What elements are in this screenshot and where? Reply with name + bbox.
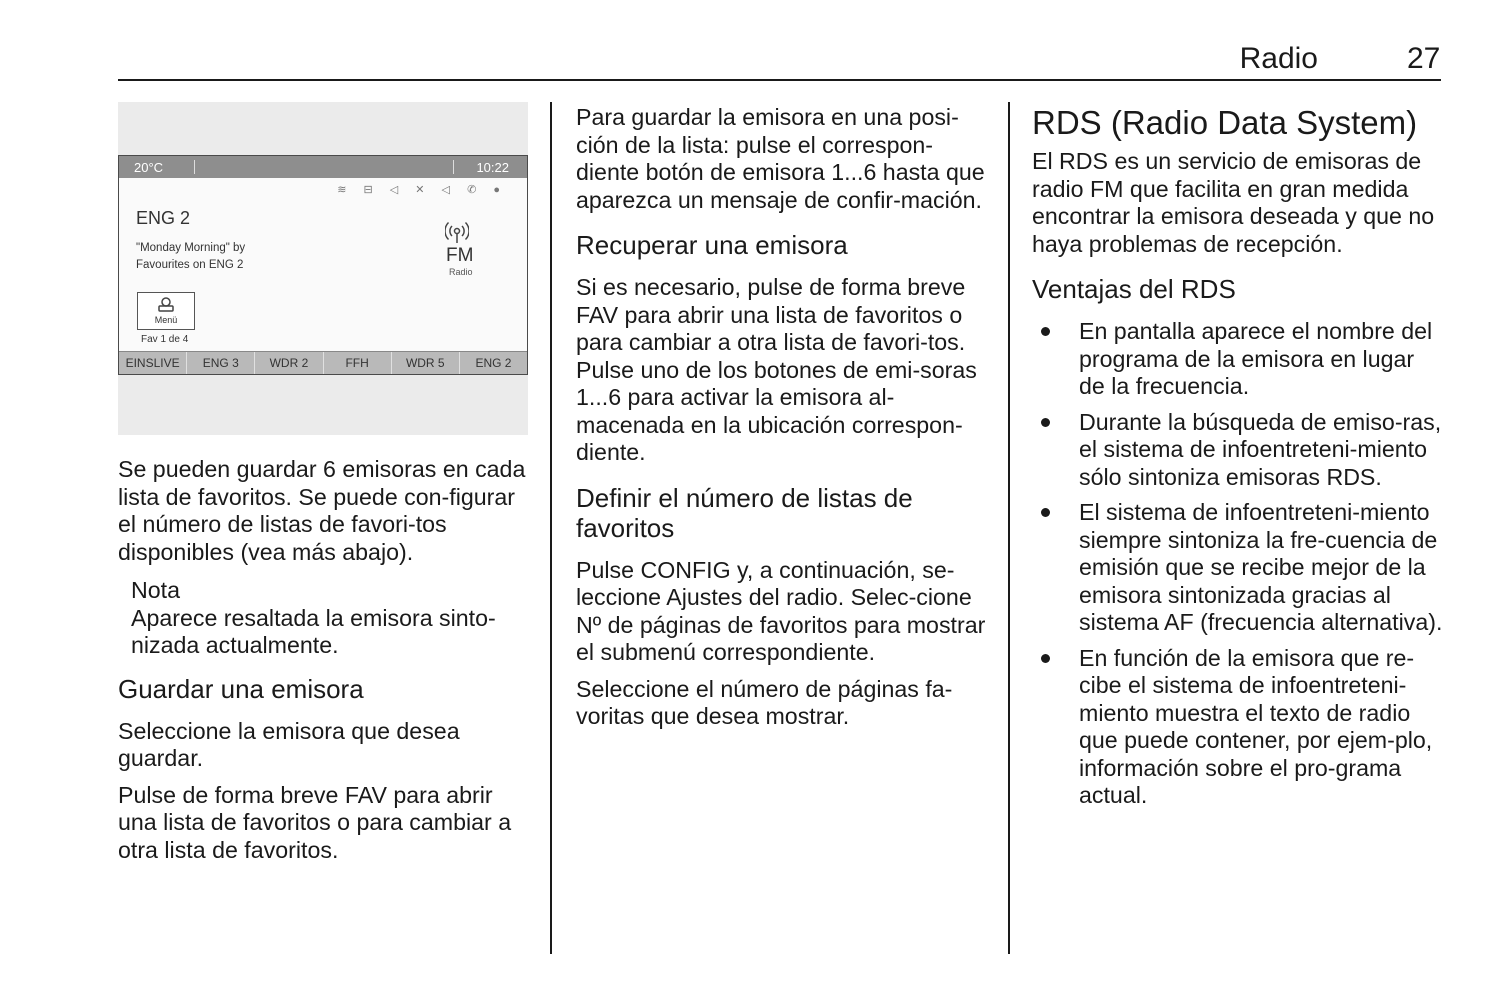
paragraph: Si es necesario, pulse de forma breve FAV para abrir una lista de favoritos o para cambiar a otra lista de favori-tos. Pulse uno de los botones de emi-soras 1...6 para activar la emisora al-macenada en la ubicación correspon-diente. — [576, 274, 977, 465]
bullet-icon — [1041, 418, 1050, 427]
status-separator — [453, 160, 454, 174]
heading-rds-advantages: Ventajas del RDS — [1032, 274, 1236, 304]
column-divider-1 — [550, 102, 552, 954]
paragraph: Seleccione el número de páginas fa-voritas que desea mostrar. — [576, 675, 953, 729]
infotainment-screen — [118, 155, 528, 375]
favorite-button-5[interactable]: WDR 5 — [392, 352, 460, 374]
text-run: para mostrar el submenú correspondiente. — [576, 611, 986, 665]
heading-save-station: Guardar una emisora — [118, 673, 364, 704]
bullet-icon — [1041, 327, 1050, 336]
column-3 — [1032, 104, 1444, 818]
status-separator — [194, 160, 195, 174]
radio-text — [136, 240, 245, 274]
favorite-button-4[interactable]: FFH — [324, 352, 392, 374]
favorites-bar — [119, 351, 527, 374]
column-1 — [118, 456, 530, 864]
menu-label: Menü — [154, 315, 178, 325]
status-icons: ≋ ⊟ ◁ ✕ ◁ ✆ ● — [337, 184, 507, 196]
heading-rds: RDS (Radio Data System) — [1032, 104, 1418, 141]
station-name: ENG 2 — [136, 208, 191, 228]
source-sublabel: Radio — [449, 267, 473, 277]
list-item-text: Durante la búsqueda de emiso-ras, el sistema de infoentreteni-miento sólo sintoniza emisoras RDS. — [1079, 408, 1442, 490]
antenna-icon — [445, 219, 469, 243]
note — [118, 577, 530, 660]
menu-reference: Ajustes del radio — [666, 584, 838, 610]
menu-button[interactable] — [137, 292, 195, 330]
list-item — [1032, 645, 1444, 810]
list-item — [1032, 409, 1444, 492]
page-number: 27 — [1407, 42, 1441, 75]
paragraph: Se pueden guardar 6 emisoras en cada lista de favoritos. Se puede con-figurar el número de listas de favori-tos disponibles (vea más abajo). — [118, 456, 526, 565]
note-title: Nota — [131, 577, 180, 603]
note-text: Aparece resaltada la emisora sinto-nizada actualmente. — [131, 604, 496, 658]
paragraph: Para guardar la emisora en una posi-ción de la lista: pulse el correspon-diente botón de emisora 1...6 hasta que aparezca un mensaje de confir-mación. — [576, 104, 985, 213]
paragraph: El RDS es un servicio de emisoras de radio FM que facilita en gran medida encontrar la emisora deseada y que no haya problemas de recepción. — [1032, 148, 1435, 257]
section-title: Radio — [1239, 42, 1318, 75]
favorite-button-1[interactable]: EINSLIVE — [119, 352, 187, 374]
clock: 10:22 — [476, 160, 509, 175]
list-item — [1032, 499, 1444, 637]
list-item-text: En pantalla aparece el nombre del programa de la emisora en lugar de la frecuencia. — [1079, 318, 1433, 399]
text-run: Pulse CONFIG y, a continuación, se-leccione — [576, 556, 955, 610]
heading-recover-station: Recuperar una emisora — [576, 230, 848, 260]
column-divider-2 — [1008, 102, 1010, 954]
menu-reference: Nº de páginas de favoritos — [576, 611, 848, 638]
radio-text-line: "Monday Morning" by — [136, 242, 246, 254]
favorite-button-6[interactable]: ENG 2 — [475, 356, 512, 370]
bullet-icon — [1041, 654, 1050, 663]
favorite-button-2[interactable]: ENG 3 — [187, 352, 255, 374]
favorites-page-indicator: Fav 1 de 4 — [141, 334, 189, 345]
radio-text-line: Favourites on ENG 2 — [136, 259, 244, 271]
paragraph: Seleccione la emisora que desea guardar. — [118, 717, 460, 771]
header-divider — [118, 79, 1441, 81]
list-item-text: El sistema de infoentreteni-miento siempre sintoniza la fre-cuencia de emisión que se recibe mejor de la emisora sintonizada gracias al sistema AF (frecuencia alternativa). — [1079, 499, 1443, 635]
favorite-button-3[interactable]: WDR 2 — [255, 352, 323, 374]
text-run: . Selec-cione — [837, 584, 972, 610]
temperature: 20°C — [134, 160, 164, 175]
screen-status-bar — [119, 156, 527, 178]
list-item — [1032, 318, 1444, 401]
paragraph: Pulse de forma breve FAV para abrir una lista de favoritos o para cambiar a otra lista de favoritos. — [118, 781, 512, 863]
bullet-icon — [1041, 508, 1050, 517]
advantages-list — [1032, 318, 1444, 810]
menu-icon — [156, 297, 176, 313]
paragraph — [576, 557, 988, 667]
list-item-text: En función de la emisora que re-cibe el sistema de infoentreteni-miento muestra el texto de radio que puede contener, por ejem-plo, información sobre el pro-grama actual. — [1079, 644, 1433, 808]
heading-define-lists: Definir el número de listas de favoritos — [576, 482, 913, 543]
source-label[interactable]: FM — [446, 245, 474, 266]
radio-screen-figure — [118, 102, 528, 435]
column-2 — [576, 104, 988, 731]
